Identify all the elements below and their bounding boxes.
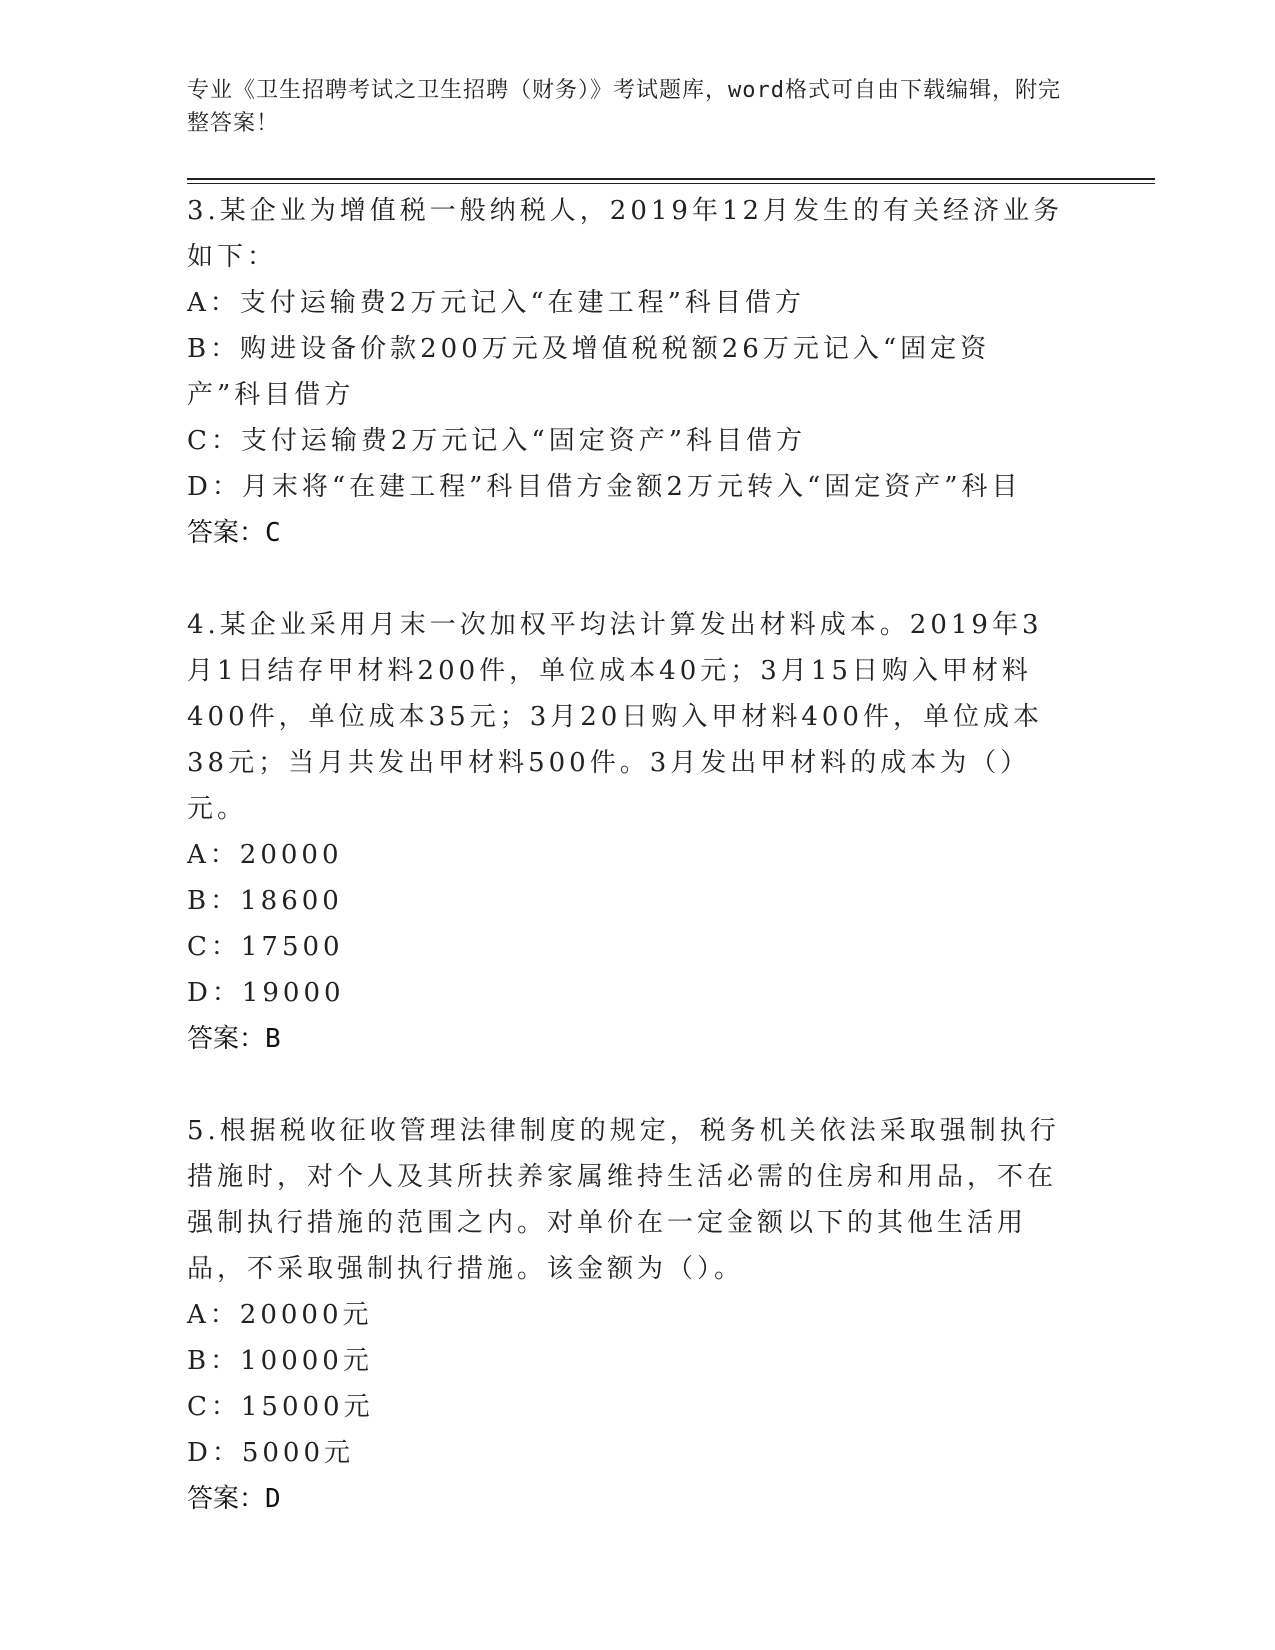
option-b: B：购进设备价款200万元及增值税税额26万元记入“固定资产”科目借方 (187, 334, 991, 410)
answer-line: 答案：B (187, 1024, 281, 1054)
question-3 (187, 188, 1067, 556)
header-divider-thick (187, 178, 1155, 180)
option-d: D：19000 (187, 978, 345, 1008)
question-list (187, 188, 1067, 1522)
question-5 (187, 1108, 1067, 1522)
question-stem: 4.某企业采用月末一次加权平均法计算发出材料成本。2019年3月1日结存甲材料200件，单位成本40元；3月15日购入甲材料400件，单位成本35元；3月20日购入甲材料400件，单位成本38元；当月共发出甲材料500件。3月发出甲材料的成本为（）元。 (187, 610, 1043, 824)
question-4 (187, 602, 1067, 1062)
option-a: A：20000元 (187, 1300, 373, 1330)
option-d: D：5000元 (187, 1438, 355, 1468)
option-a: A：20000 (187, 840, 343, 870)
option-b: B：10000元 (187, 1346, 373, 1376)
option-b: B：18600 (187, 886, 343, 916)
option-d: D：月末将“在建工程”科目借方金额2万元转入“固定资产”科目 (187, 472, 1022, 502)
question-stem: 3.某企业为增值税一般纳税人，2019年12月发生的有关经济业务如下： (187, 196, 1064, 272)
option-c: C：支付运输费2万元记入“固定资产”科目借方 (187, 426, 807, 456)
answer-line: 答案：C (187, 518, 281, 548)
option-a: A：支付运输费2万元记入“在建工程”科目借方 (187, 288, 805, 318)
option-c: C：15000元 (187, 1392, 374, 1422)
option-c: C：17500 (187, 932, 344, 962)
question-stem: 5.根据税收征收管理法律制度的规定，税务机关依法采取强制执行措施时，对个人及其所扶养家属维持生活必需的住房和用品，不在强制执行措施的范围之内。对单价在一定金额以下的其他生活用品，不采取强制执行措施。该金额为（）。 (187, 1116, 1060, 1284)
answer-line: 答案：D (187, 1484, 281, 1514)
header-divider-thin (187, 183, 1155, 184)
document-header: 专业《卫生招聘考试之卫生招聘（财务）》考试题库，word格式可自由下载编辑，附完整答案！ (187, 78, 1061, 136)
